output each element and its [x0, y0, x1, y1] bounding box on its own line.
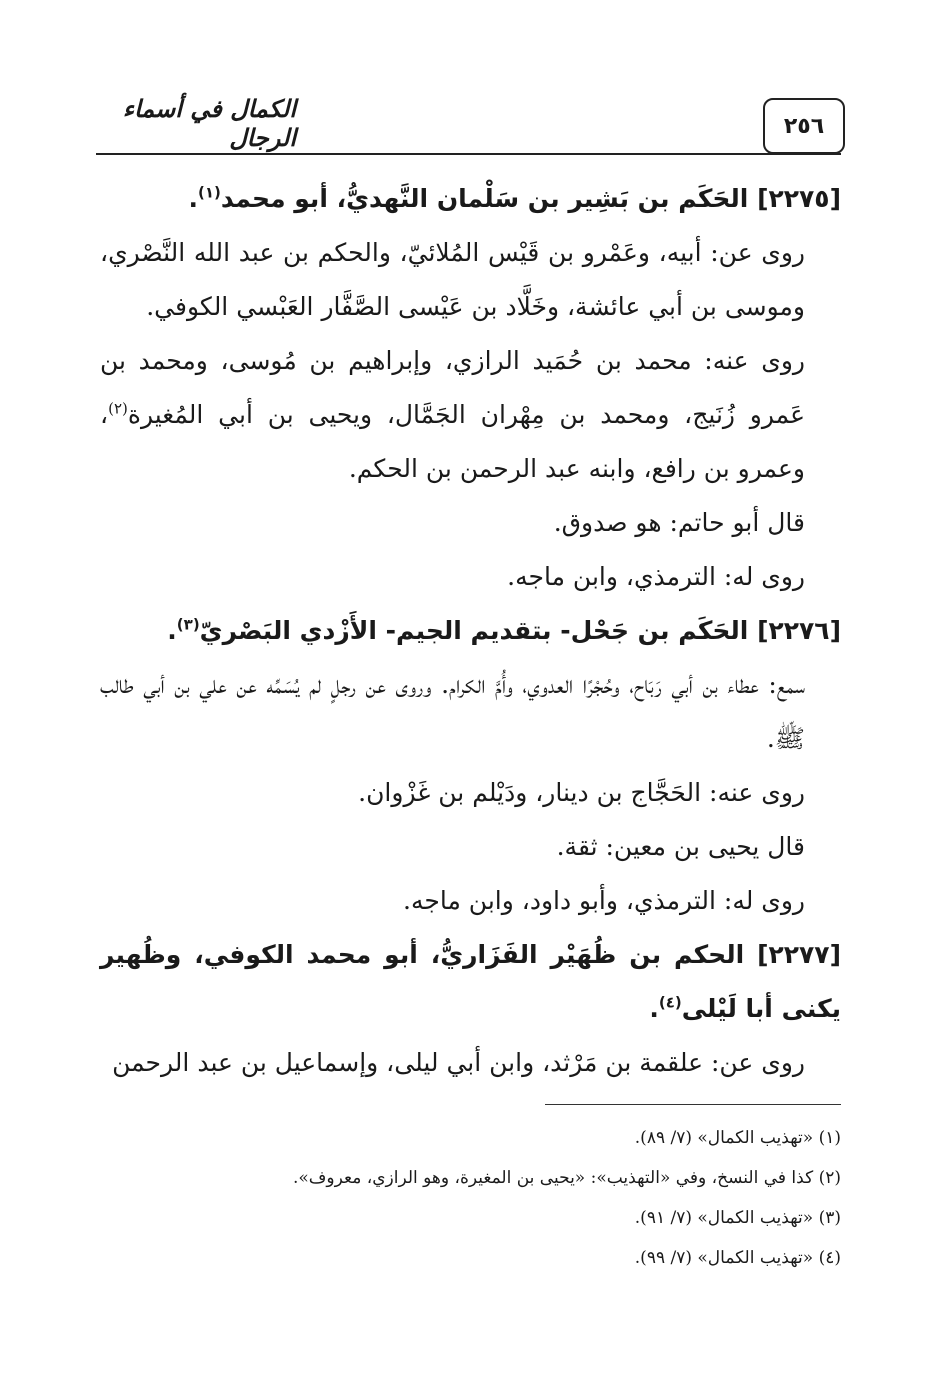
footnote-ref: (١)	[197, 183, 221, 202]
entry-line: روى عن: علقمة بن مَرْثد، وابن أبي ليلى، وإسماعيل بن عبد الرحمن	[112, 1048, 805, 1077]
heading-end: .	[167, 616, 177, 645]
page-number-text: ٢٥٦	[783, 113, 825, 139]
footnote-ref: (٣)	[176, 615, 200, 634]
footnote-ref: (٤)	[658, 993, 682, 1012]
running-title: الكمال في أسماء الرجال	[122, 94, 296, 152]
footnote: (٤) «تهذيب الكمال» (٧/ ٩٩).	[634, 1248, 841, 1268]
entry-heading-text: [٢٢٧٥] الحَكَم بن بَشِير بن سَلْمان النَّهديُّ، أبو محمد	[220, 184, 841, 213]
entry-line: روى عنه: الحَجَّاج بن دينار، ودَيْلم بن غَزْوان.	[358, 778, 805, 807]
page-number	[763, 98, 845, 154]
entry-heading-2275	[100, 172, 841, 226]
narrators-text: ، وعمرو بن رافع، وابنه عبد الرحمن بن الحكم.	[100, 400, 805, 483]
entry-line: روى له: الترمذي، وأبو داود، وابن ماجه.	[403, 886, 805, 915]
entry-line: قال يحيى بن معين: ثقة.	[556, 832, 805, 861]
narrators-text: روى عنه: محمد بن حُمَيد الرازي، وإبراهيم بن مُوسى، ومحمد بن عَمرو زُنَيج، ومحمد بن مِهْران الجَمَّال، ويحيى بن أبي المُغيرة	[100, 346, 805, 429]
footnotes	[100, 1118, 841, 1278]
heading-end: .	[188, 184, 198, 213]
entry-paragraph: روى عن: أبيه، وعَمْرو بن قَيْس المُلائيّ، والحكم بن عبد الله النَّصْري، وموسى بن أبي عائشة، وخَلَّاد بن عَيْسى الصَّفَّار العَبْسي الكوفي.	[100, 238, 805, 321]
entry-heading-2277	[100, 928, 841, 1036]
heading-end: .	[649, 994, 659, 1023]
entry-heading-text: [٢٢٧٦] الحَكَم بن جَحْل- بتقديم الجيم- الأَزْدي البَصْريّ	[199, 616, 841, 645]
footnote: (١) «تهذيب الكمال» (٧/ ٨٩).	[634, 1128, 841, 1148]
entry-paragraph	[100, 334, 841, 496]
entry-line: قال أبو حاتم: هو صدوق.	[553, 508, 805, 537]
entry-heading-text: [٢٢٧٧] الحكم بن ظُهَيْر الفَزَاريُّ، أبو محمد الكوفي، وظُهير يكنى أبا لَيْلى	[100, 940, 841, 1023]
footnote-ref: (٢)	[108, 399, 128, 418]
footnote: (٣) «تهذيب الكمال» (٧/ ٩١).	[634, 1208, 841, 1228]
entry-heading-2276	[100, 604, 841, 658]
body-text	[100, 172, 841, 1090]
header-rule	[96, 153, 841, 155]
entry-line: روى له: الترمذي، وابن ماجه.	[507, 562, 805, 591]
footnote-rule	[545, 1104, 841, 1105]
footnote: (٢) كذا في النسخ، وفي «التهذيب»: «يحيى بن المغيرة، وهو الرازي، معروف».	[292, 1168, 841, 1188]
entry-paragraph: سمع: عطاء بن أبي رَبَاح، وحُجْرًا العدوي، وأُمَّ الكرام. وروى عن رجلٍ لم يُسَمِّه عن علي بن أبي طالب ﷺ.	[100, 670, 805, 753]
